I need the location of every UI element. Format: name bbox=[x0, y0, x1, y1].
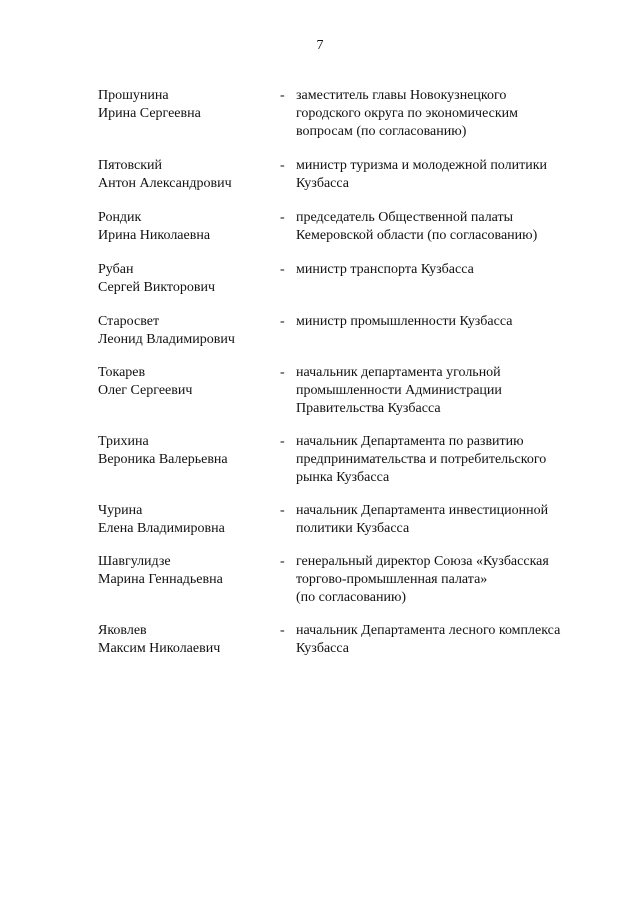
member-given-names: Вероника Валерьевна bbox=[98, 452, 228, 467]
role-line: начальник Департамента по развитию bbox=[296, 434, 524, 449]
member-role bbox=[296, 364, 596, 418]
member-surname: Прошунина bbox=[98, 88, 169, 103]
member-given-names: Елена Владимировна bbox=[98, 521, 225, 536]
member-surname: Токарев bbox=[98, 365, 146, 380]
member-surname: Чурина bbox=[98, 503, 143, 518]
member-name bbox=[98, 157, 273, 193]
separator-dash: - bbox=[280, 623, 285, 638]
member-surname: Старосвет bbox=[98, 314, 160, 329]
role-line: министр транспорта Кузбасса bbox=[296, 262, 474, 277]
role-line: Правительства Кузбасса bbox=[296, 401, 441, 416]
role-line: начальник Департамента лесного комплекса bbox=[296, 623, 561, 638]
member-role bbox=[296, 433, 596, 487]
role-line: заместитель главы Новокузнецкого bbox=[296, 88, 507, 103]
member-given-names: Ирина Сергеевна bbox=[98, 106, 201, 121]
member-name bbox=[98, 313, 273, 349]
role-line: Кузбасса bbox=[296, 176, 349, 191]
role-line: (по согласованию) bbox=[296, 590, 407, 605]
role-line: генеральный директор Союза «Кузбасская bbox=[296, 554, 549, 569]
member-role bbox=[296, 502, 596, 538]
role-line: рынка Кузбасса bbox=[296, 470, 390, 485]
role-line: торгово-промышленная палата» bbox=[296, 572, 488, 587]
separator-dash: - bbox=[280, 503, 285, 518]
member-name bbox=[98, 433, 273, 469]
member-name bbox=[98, 209, 273, 245]
member-name bbox=[98, 553, 273, 589]
role-line: Кузбасса bbox=[296, 641, 349, 656]
member-given-names: Сергей Викторович bbox=[98, 280, 216, 295]
member-name bbox=[98, 261, 273, 297]
role-line: председатель Общественной палаты bbox=[296, 210, 514, 225]
member-given-names: Олег Сергеевич bbox=[98, 383, 193, 398]
separator-dash: - bbox=[280, 158, 285, 173]
role-line: министр туризма и молодежной политики bbox=[296, 158, 548, 173]
member-role bbox=[296, 261, 596, 279]
role-line: вопросам (по согласованию) bbox=[296, 124, 467, 139]
member-role bbox=[296, 313, 596, 331]
separator-dash: - bbox=[280, 554, 285, 569]
role-line: Кемеровской области (по согласованию) bbox=[296, 228, 538, 243]
member-role bbox=[296, 87, 596, 141]
member-given-names: Максим Николаевич bbox=[98, 641, 221, 656]
member-given-names: Ирина Николаевна bbox=[98, 228, 211, 243]
member-role bbox=[296, 157, 596, 193]
role-line: политики Кузбасса bbox=[296, 521, 410, 536]
member-given-names: Антон Александрович bbox=[98, 176, 232, 191]
page-number: 7 bbox=[316, 38, 324, 53]
member-role bbox=[296, 209, 596, 245]
role-line: начальник Департамента инвестиционной bbox=[296, 503, 549, 518]
separator-dash: - bbox=[280, 365, 285, 380]
member-role bbox=[296, 553, 596, 607]
role-line: начальник департамента угольной bbox=[296, 365, 501, 380]
role-line: предпринимательства и потребительского bbox=[296, 452, 547, 467]
separator-dash: - bbox=[280, 314, 285, 329]
member-name bbox=[98, 622, 273, 658]
member-given-names: Леонид Владимирович bbox=[98, 332, 235, 347]
member-surname: Пятовский bbox=[98, 158, 163, 173]
role-line: городского округа по экономическим bbox=[296, 106, 519, 121]
member-surname: Трихина bbox=[98, 434, 149, 449]
member-surname: Яковлев bbox=[98, 623, 147, 638]
role-line: министр промышленности Кузбасса bbox=[296, 314, 513, 329]
member-surname: Рондик bbox=[98, 210, 142, 225]
role-line: промышленности Администрации bbox=[296, 383, 502, 398]
member-given-names: Марина Геннадьевна bbox=[98, 572, 223, 587]
separator-dash: - bbox=[280, 434, 285, 449]
member-role bbox=[296, 622, 596, 658]
separator-dash: - bbox=[280, 210, 285, 225]
member-name bbox=[98, 87, 273, 123]
member-surname: Рубан bbox=[98, 262, 134, 277]
member-name bbox=[98, 502, 273, 538]
member-name bbox=[98, 364, 273, 400]
separator-dash: - bbox=[280, 88, 285, 103]
separator-dash: - bbox=[280, 262, 285, 277]
member-surname: Шавгулидзе bbox=[98, 554, 171, 569]
